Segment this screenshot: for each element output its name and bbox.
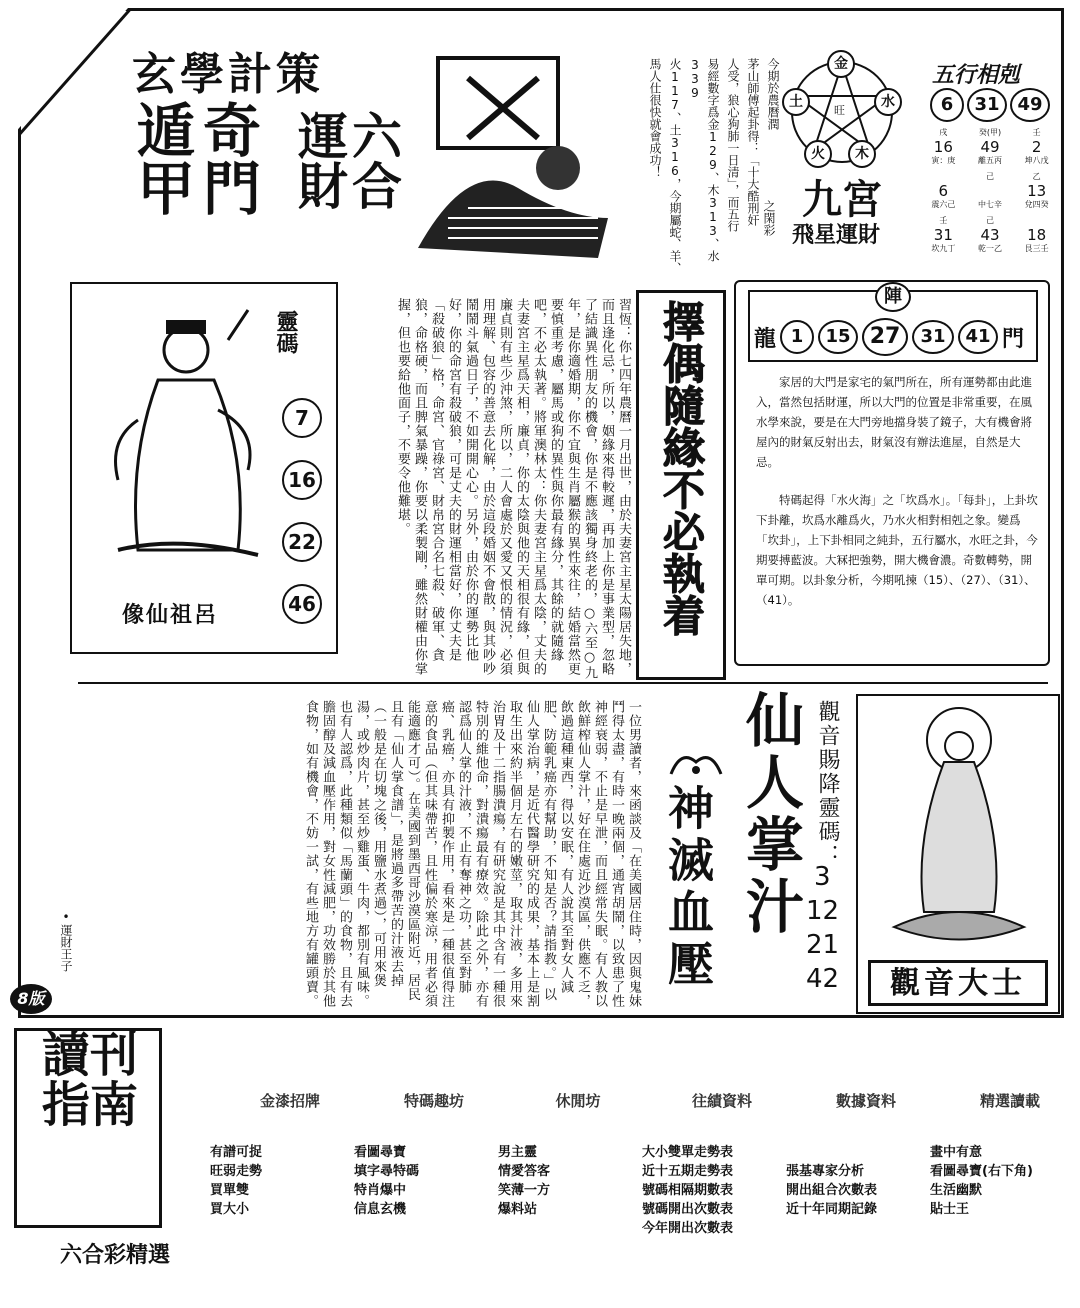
element-earth: 土	[782, 88, 810, 116]
guide-item[interactable]: 近十五期走勢表	[642, 1164, 734, 1179]
intro-line: 今期於農曆潤	[766, 58, 780, 130]
guide-item[interactable]: 號碼開出次數表	[642, 1202, 734, 1217]
section-divider	[78, 682, 1048, 684]
element-fire: 火	[804, 140, 832, 168]
intro-text	[622, 58, 782, 288]
wuxing-cell	[967, 128, 1014, 170]
guide-footer: 六合彩精選	[60, 1243, 171, 1268]
cactus-subtitle: 神滅血壓	[661, 784, 715, 992]
wuxing-cell-bottom: 乾一乙	[977, 244, 1002, 253]
wuxing-cell-bottom: 兌四癸	[1024, 200, 1049, 209]
guide-item[interactable]: 情愛答客	[498, 1164, 551, 1179]
wuxing-cell-bottom: 寅：庚	[931, 156, 956, 165]
intro-line: 易經數字爲金129、木313、水339	[688, 58, 720, 262]
wuxing-cell-top: 壬	[1032, 128, 1041, 137]
guide-item[interactable]: 特肖爆中	[354, 1183, 407, 1198]
guide-item[interactable]: 開出組合次數表	[786, 1183, 878, 1198]
wuxing-cell-top: 己	[985, 216, 994, 225]
cactus-title: 仙人掌汁	[736, 690, 804, 938]
ornament-icon	[666, 744, 726, 780]
byline-text: 運財王子	[59, 924, 73, 972]
wuxing-cell	[1013, 128, 1060, 170]
wuxing-cell-number: 13	[1027, 182, 1047, 200]
wuxing-cell	[920, 128, 967, 170]
banner-char: 陣	[875, 282, 911, 312]
luzu-illustration	[98, 300, 268, 570]
intro-line: 茅山師傅起卦得：「十大酷刑奸	[746, 58, 760, 226]
wuxing-cell	[1013, 172, 1060, 214]
wuxing-cell	[967, 172, 1014, 214]
page-badge: 8版	[10, 984, 52, 1014]
intro-tail: 之閑彩	[762, 200, 776, 236]
wuxing-cell	[920, 216, 967, 258]
wuxing-cell-top: 己	[985, 172, 994, 181]
guide-column-header: 金漆招牌	[259, 1092, 320, 1110]
nine-palace-title: 九宮	[802, 177, 882, 223]
guanyin-title: 觀音賜降靈碼：	[815, 700, 840, 868]
cactus-article-body: 一位男讀者，來函談及「在美國居住時，因與鬼妹鬥得太盡，有時一晚兩個，通宵胡鬧，以致患了性神經衰弱，不止是早泄，而且經常失眠。有人教以飲鮮榨仙人掌汁，好在住處近沙漠區，供應不乏，飲過這種東西，得以安眠，有人說其至對女人減肥、防範乳癌亦有幫助，不知是否？請指教。」以仙人掌治病，是近代醫學研究的成果，基本上是割取生出來約半個月左右的嫩莖，取其汁液，多用來治胃及十二指腸潰瘍，有研究說是其中含有一種很特別的維他命，對潰瘍最有療效。除此之外，亦有認爲仙人掌的汁液，不止有奪神之功，甚至對肺癌、乳癌，亦具有抑製作用，看來是一種很值得注意的食品（但其味帶苦，且性偏於寒涼，用者必須能適應才可）。在美國到墨西哥沙漠區附近，居民且有「仙人掌食譜」，是將過多帶苦的汁液去掉（一般是在切塊之後，用鹽水煮過），可用來煲湯，或炒肉片，甚至炒雞蛋、牛肉，都別有風味。也有人認爲，此種類似「馬蘭頭」的食物，且有去膽固醇及減血壓作用，對女性減肥，功效勝於其他食物，如有機會，不妨一試，有些地方有罐頭賣。	[303, 700, 641, 1008]
wuxing-number: 31	[967, 88, 1007, 122]
guide-item[interactable]	[786, 1143, 926, 1162]
wuxing-numbers	[930, 88, 1050, 122]
byline: •運財王子	[59, 910, 73, 972]
wuxing-cell-number	[967, 182, 1014, 200]
guanyin-number: 42	[806, 964, 840, 994]
wuxing-cell-top: 戌	[939, 128, 948, 137]
guide-item[interactable]: 信息玄機	[354, 1202, 407, 1217]
guide-column-header: 特碼趣坊	[403, 1092, 464, 1110]
wuxing-cell-number: 2	[1031, 138, 1042, 156]
guide-item[interactable]: 看圖尋寶(右下角)	[930, 1164, 1033, 1179]
guide-item[interactable]: 有譜可捉	[210, 1145, 263, 1160]
guanyin-number: 12	[806, 896, 840, 926]
fengshui-number: 15	[818, 320, 858, 354]
guanyin-numbers	[806, 862, 839, 994]
luzu-caption: 呂祖仙像	[122, 602, 219, 628]
guide-column	[354, 1092, 494, 1238]
guide-item[interactable]: 男主靈	[498, 1145, 538, 1160]
guide-item[interactable]: 張基專家分析	[786, 1164, 865, 1179]
intro-line: 馬人仕很快就會成功！	[648, 58, 662, 178]
wuxing-cell-number: 16	[933, 138, 953, 156]
element-water: 水	[874, 88, 902, 116]
wuxing-cell-bottom: 坤八戊	[1024, 156, 1049, 165]
lucky-code: 22	[282, 522, 322, 562]
guide-column	[786, 1092, 926, 1238]
fengshui-number: 31	[912, 320, 954, 354]
guide-column-header: 數據資料	[835, 1092, 896, 1110]
fengshui-para-1: 家居的大門是家宅的氣門所在，所有運勢都由此進入，當然包括財運，所以大門的位置是非常重要，在風水學來說，要是在大門旁地擋身裝了鏡子，大有機會將屋內的財氣反射出去，財氣沒有辦法進屋，自然是大忌。	[756, 375, 1032, 469]
guanyin-illustration	[874, 702, 1044, 952]
lucky-code: 16	[282, 460, 322, 500]
wuxing-number: 49	[1010, 88, 1050, 122]
guanyin-number: 21	[806, 930, 840, 960]
guide-item[interactable]: 爆料站	[498, 1202, 538, 1217]
guide-column	[210, 1092, 350, 1238]
left-title: 玄學計策	[132, 49, 324, 100]
guide-item[interactable]: 貼士王	[930, 1202, 970, 1217]
guanyin-caption: 觀音大士	[868, 960, 1048, 1006]
wuxing-cell-bottom: 離五丙	[977, 156, 1002, 165]
wuxing-cell-number: 31	[933, 226, 953, 244]
nine-palace-subtitle: 飛星運財	[792, 223, 881, 248]
liuhe-title: 六合運財	[290, 110, 402, 210]
wuxing-cell	[920, 172, 967, 214]
wuxing-title: 五行相剋	[932, 63, 1021, 88]
guide-column-header: 精選讀載	[979, 1092, 1040, 1110]
guide-item[interactable]: 看圖尋寶	[354, 1145, 407, 1160]
wuxing-cell-top	[1013, 216, 1060, 226]
wuxing-cell-number: 6	[938, 182, 949, 200]
wuxing-cell-bottom: 坎九丁	[931, 244, 956, 253]
guide-item[interactable]: 近十年同期記錄	[786, 1202, 878, 1217]
intro-line: 火117、土316，今期屬蛇、羊、	[668, 58, 682, 274]
lucky-code: 7	[282, 398, 322, 438]
wuxing-cell-bottom: 艮三壬	[1024, 244, 1049, 253]
guide-column	[498, 1092, 638, 1238]
guanyin-number: 3	[814, 862, 831, 892]
intro-line: 人受，狼心狗肺一日清」，而五行	[726, 58, 740, 232]
wuxing-grid	[920, 128, 1060, 258]
guide-item[interactable]: 笑薄一方	[498, 1183, 551, 1198]
guide-item[interactable]: 買單雙	[210, 1183, 250, 1198]
fengshui-number-row	[754, 318, 1024, 356]
guide-item[interactable]: 畫中有意	[930, 1145, 983, 1160]
element-metal: 金	[827, 50, 855, 78]
fengshui-number: 1	[780, 320, 814, 354]
wuxing-cell-number: 49	[980, 138, 1000, 156]
fengshui-number: 27	[862, 318, 908, 356]
banner-suffix: 門	[1002, 326, 1025, 352]
wuxing-cell-bottom: 震六己	[931, 200, 956, 209]
guide-column-header: 往績資料	[691, 1092, 752, 1110]
guide-item[interactable]: 生活幽默	[930, 1183, 983, 1198]
horse-rider-illustration	[408, 48, 618, 263]
lucky-code: 46	[282, 584, 322, 624]
wuxing-cell-number: 43	[980, 226, 1000, 244]
wuxing-cell-number: 18	[1027, 226, 1047, 244]
wuxing-number: 6	[930, 88, 964, 122]
pentagram-center: 旺	[834, 104, 845, 117]
element-wood: 木	[848, 140, 876, 168]
guide-item[interactable]: 今年開出次數表	[642, 1221, 734, 1236]
lucky-codes-label: 靈碼	[273, 310, 298, 354]
guide-column-header: 休閒坊	[555, 1092, 601, 1110]
guide-column	[930, 1092, 1070, 1238]
wuxing-cell-top: 壬	[939, 216, 948, 225]
guide-item[interactable]: 號碼相隔期數表	[642, 1183, 734, 1198]
guide-item[interactable]: 旺弱走勢	[210, 1164, 263, 1179]
guide-item[interactable]: 大小雙單走勢表	[642, 1145, 734, 1160]
wuxing-cell-top: 乙	[1032, 172, 1041, 181]
guide-title: 讀刊指南	[41, 1027, 138, 1133]
fengshui-para-2: 特碼起得「水火海」之「坎爲水」。「每卦」，上卦坎下卦離，坎爲水離爲火，乃水火相對相剋之象。變爲「坎卦」，上下卦相同之純卦，五行屬水，水旺之卦，今期要搏藍波。大冧把強勢，開大機會濃。奇數轉勢，開單可期。以卦象分析，今期吼揀（15）、（27）、（31）、（41）。	[756, 493, 1038, 607]
qimen-title: 奇門遁甲	[127, 100, 261, 216]
wuxing-cell-bottom: 中七辛	[977, 200, 1002, 209]
wuxing-cell-top	[920, 172, 967, 182]
wuxing-cell	[967, 216, 1014, 258]
fengshui-number: 41	[958, 320, 998, 354]
wuxing-cell-top: 癸(甲)	[978, 128, 1002, 137]
wuxing-cell	[1013, 216, 1060, 258]
banner-prefix: 龍	[754, 326, 777, 352]
guide-columns	[210, 1092, 1070, 1238]
guide-item[interactable]: 填字尋特碼	[354, 1164, 420, 1179]
guide-item[interactable]: 買大小	[210, 1202, 250, 1217]
spouse-title: 擇偶隨緣不必執着	[657, 300, 706, 636]
guide-column	[642, 1092, 782, 1238]
lucky-codes-list	[282, 398, 322, 624]
spouse-article-body: 習恆：你七四年農曆一月出世，由於夫妻宮主星太陽居失地，而且逢化忌，所以，姻緣來得較遲，再加上你是事業型，忽略了結識異性朋友的機會，你是不應該獨身終老的，○六至○九年，是你適婚期，你不宜與生肖屬猴的異性來往，結婚當然更要慎重考慮，屬馬或狗的異性與你最有緣分，其餘的就隨緣吧，不必太執著。將軍澳林太：你夫妻宮主星爲太陰，丈夫的夫妻宮主星爲天相，廉貞，你的太陰與他的天相很有緣，但與廉貞則有些少沖煞，所以，二人會處於又愛又恨的情況，必須用理解、包容的善意去化解，由於這段婚姻不會散，與其吵吵鬧鬧斗氣過日子，不如開開心心。另外，由於你的運勢比他好，你的命宮有殺破狼，可是丈夫的財運相當好，你丈夫是「殺破狼」格，命宮、官祿宮、財帛宮合名七殺、破軍、貪狼，命格硬，而且脾氣暴躁，你要以柔製剛，雖然財權由你掌握，但也要給他面子，不要令他難堪。	[395, 298, 631, 680]
